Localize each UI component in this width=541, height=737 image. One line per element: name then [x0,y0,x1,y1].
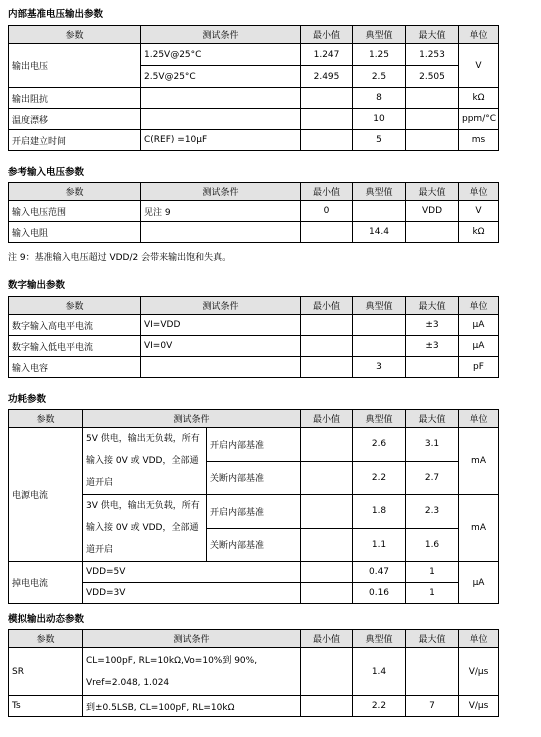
typ-cell: 1.25 [353,44,406,66]
typ-cell: 0.16 [353,583,406,604]
min-cell: 1.247 [301,44,353,66]
unit-cell: ms [459,130,499,151]
section-title-ref-input: 参考输入电压参数 [8,167,85,178]
header-cond: 测试条件 [83,410,301,428]
cond-cell: VI=0V [141,336,301,357]
typ-cell: 3 [353,357,406,378]
max-cell: 2.7 [406,461,459,495]
typ-cell: 0.47 [353,562,406,583]
param-cell: 输出电压 [9,44,141,88]
param-cell: 温度漂移 [9,109,141,130]
cond-cell: VDD=5V [83,562,301,583]
header-typ: 典型值 [353,297,406,315]
max-cell: ±3 [406,315,459,336]
table-row [9,336,499,357]
table-row [9,495,499,529]
max-cell: 2.505 [406,66,459,88]
header-min: 最小值 [301,297,353,315]
typ-cell: 1.1 [353,528,406,562]
header-min: 最小值 [301,630,353,648]
cond-cell: C(REF) =10μF [141,130,301,151]
max-cell: 1 [406,583,459,604]
typ-cell: 1.4 [353,648,406,696]
subcond-cell: 关断内部基准 [207,528,301,562]
max-cell: 2.3 [406,495,459,529]
header-min: 最小值 [301,410,353,428]
max-cell: 1.6 [406,528,459,562]
section-title-internal-ref: 内部基准电压输出参数 [8,9,104,20]
min-cell: 2.495 [301,66,353,88]
unit-cell: ppm/°C [459,109,499,130]
table-power [8,409,499,604]
cond-cell: 3V 供电，输出无负载，所有输入接 0V 或 VDD，全部通道开启 [83,495,207,562]
header-unit: 单位 [459,183,499,201]
param-cell: 输出阻抗 [9,88,141,109]
unit-cell: mA [459,495,499,562]
typ-cell: 2.6 [353,428,406,462]
typ-cell: 2.5 [353,66,406,88]
max-cell: 1 [406,562,459,583]
param-cell: Ts [9,696,83,717]
header-unit: 单位 [459,297,499,315]
unit-cell: V [459,44,499,88]
unit-cell: kΩ [459,88,499,109]
table-ref-input [8,182,499,243]
header-max: 最大值 [406,297,459,315]
header-param: 参数 [9,297,141,315]
cond-cell: 1.25V@25°C [141,44,301,66]
header-unit: 单位 [459,630,499,648]
param-cell: 电源电流 [9,428,83,562]
cond-line: Vref=2.048, 1.024 [86,677,170,688]
param-cell: 数字输入高电平电流 [9,315,141,336]
param-cell: 掉电电流 [9,562,83,604]
header-param: 参数 [9,183,141,201]
cond-line: CL=100pF, RL=10kΩ,Vo=10%到 90%, [86,655,258,666]
typ-cell: 5 [353,130,406,151]
cond-cell: 到±0.5LSB, CL=100pF, RL=10kΩ [83,696,301,717]
param-cell: 输入电压范围 [9,201,141,222]
header-max: 最大值 [406,26,459,44]
typ-cell: 1.8 [353,495,406,529]
param-cell: 输入电容 [9,357,141,378]
header-cond: 测试条件 [141,26,301,44]
typ-cell: 8 [353,88,406,109]
table-row [9,562,499,583]
unit-cell: V/μs [459,696,499,717]
header-param: 参数 [9,630,83,648]
section-title-digital: 数字输出参数 [8,280,66,291]
typ-cell: 14.4 [353,222,406,243]
unit-cell: μA [459,336,499,357]
max-cell: ±3 [406,336,459,357]
max-cell: VDD [406,201,459,222]
table-row [9,583,499,604]
max-cell: 7 [406,696,459,717]
typ-cell: 2.2 [353,696,406,717]
typ-cell: 10 [353,109,406,130]
unit-cell: μA [459,315,499,336]
section-title-power: 功耗参数 [8,394,47,405]
table-internal-ref [8,25,499,151]
header-typ: 典型值 [353,630,406,648]
param-cell: 数字输入低电平电流 [9,336,141,357]
table-row [9,648,499,696]
table-row [9,88,499,109]
subcond-cell: 关断内部基准 [207,461,301,495]
header-unit: 单位 [459,26,499,44]
table-row [9,357,499,378]
cond-cell: 2.5V@25°C [141,66,301,88]
header-typ: 典型值 [353,410,406,428]
unit-cell: V/μs [459,648,499,696]
subcond-cell: 开启内部基准 [207,495,301,529]
typ-cell: 2.2 [353,461,406,495]
table-row [9,696,499,717]
table-analog-dynamic [8,629,499,717]
cond-cell: 见注 9 [141,201,301,222]
max-cell: 1.253 [406,44,459,66]
header-param: 参数 [9,410,83,428]
header-cond: 测试条件 [141,297,301,315]
header-max: 最大值 [406,183,459,201]
header-min: 最小值 [301,183,353,201]
cond-cell: VI=VDD [141,315,301,336]
param-cell: 开启建立时间 [9,130,141,151]
cond-cell: 5V 供电，输出无负载，所有输入接 0V 或 VDD，全部通道开启 [83,428,207,495]
unit-cell: V [459,201,499,222]
header-typ: 典型值 [353,26,406,44]
header-cond: 测试条件 [83,630,301,648]
table-row [9,109,499,130]
min-cell: 0 [301,201,353,222]
header-cond: 测试条件 [141,183,301,201]
table-row [9,222,499,243]
header-max: 最大值 [406,410,459,428]
header-typ: 典型值 [353,183,406,201]
footnote-9: 注 9：基准输入电压超过 VDD/2 会带来输出饱和失真。 [8,253,232,263]
unit-cell: μA [459,562,499,604]
header-max: 最大值 [406,630,459,648]
header-unit: 单位 [459,410,499,428]
table-row [9,315,499,336]
unit-cell: pF [459,357,499,378]
header-min: 最小值 [301,26,353,44]
max-cell: 3.1 [406,428,459,462]
cond-cell [83,648,301,696]
header-param: 参数 [9,26,141,44]
subcond-cell: 开启内部基准 [207,428,301,462]
param-cell: SR [9,648,83,696]
table-row [9,44,499,66]
table-row [9,428,499,462]
param-cell: 输入电阻 [9,222,141,243]
unit-cell: kΩ [459,222,499,243]
table-row [9,130,499,151]
table-digital [8,296,499,378]
table-row [9,201,499,222]
unit-cell: mA [459,428,499,495]
cond-cell: VDD=3V [83,583,301,604]
section-title-analog-dynamic: 模拟输出动态参数 [8,614,85,625]
